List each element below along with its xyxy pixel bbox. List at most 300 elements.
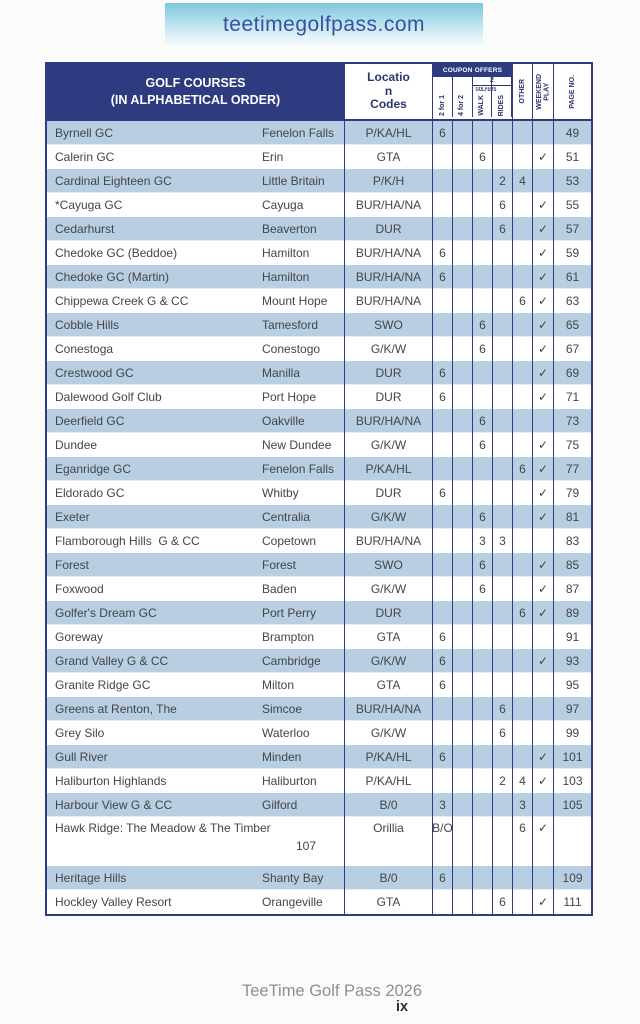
header-golfers-ride: RIDES bbox=[492, 77, 512, 117]
weekend-check: ✓ bbox=[533, 553, 554, 577]
course-name: Chedoke GC (Martin) bbox=[55, 270, 170, 284]
weekend-check bbox=[533, 866, 554, 890]
location-codes: BUR/HA/NA bbox=[345, 529, 433, 553]
location-codes: SWO bbox=[345, 313, 433, 337]
weekend-check: ✓ bbox=[533, 385, 554, 409]
location-codes: G/K/W bbox=[345, 433, 433, 457]
weekend-check: ✓ bbox=[533, 289, 554, 313]
weekend-check: ✓ bbox=[533, 145, 554, 169]
coupon-2for1-value bbox=[433, 553, 453, 577]
table-row bbox=[47, 529, 591, 553]
course-location: Port Perry bbox=[260, 601, 345, 625]
page-number: 59 bbox=[565, 246, 580, 260]
coupon-2for1-value: 6 bbox=[433, 361, 453, 385]
course-name: Dundee bbox=[55, 438, 98, 452]
coupon-4for2-value bbox=[453, 721, 473, 745]
other-value bbox=[513, 649, 533, 673]
weekend-check: ✓ bbox=[533, 457, 554, 481]
coupon-ride-value bbox=[493, 385, 513, 409]
table-row bbox=[47, 121, 591, 145]
coupon-2for1-value bbox=[433, 890, 453, 914]
other-value bbox=[513, 721, 533, 745]
coupon-subcolumns bbox=[433, 77, 512, 117]
coupon-ride-value: 2 bbox=[493, 169, 513, 193]
coupon-4for2-value bbox=[453, 793, 473, 817]
weekend-check: ✓ bbox=[533, 601, 554, 625]
weekend-check bbox=[533, 793, 554, 817]
course-location: New Dundee bbox=[260, 433, 345, 457]
location-codes: BUR/HA/NA bbox=[345, 241, 433, 265]
coupon-walk-value bbox=[473, 601, 493, 625]
coupon-ride-value bbox=[493, 625, 513, 649]
coupon-2for1-value: 6 bbox=[433, 673, 453, 697]
table-row bbox=[47, 793, 591, 817]
coupon-2for1-value: 6 bbox=[433, 649, 453, 673]
coupon-walk-value bbox=[473, 673, 493, 697]
course-name: Greens at Renton, The bbox=[55, 702, 177, 716]
course-name: Dalewood Golf Club bbox=[55, 390, 162, 404]
coupon-ride-value bbox=[493, 361, 513, 385]
coupon-4for2-value bbox=[453, 505, 473, 529]
coupon-ride-value bbox=[493, 313, 513, 337]
coupon-ride-value bbox=[493, 673, 513, 697]
course-name: Hawk Ridge: The Meadow & The Timber 107 bbox=[47, 817, 345, 866]
course-name: Flamborough Hills G & CC bbox=[55, 534, 200, 548]
course-location: Milton bbox=[260, 673, 345, 697]
other-value: 4 bbox=[513, 169, 533, 193]
weekend-check: ✓ bbox=[533, 337, 554, 361]
coupon-4for2-value bbox=[453, 409, 473, 433]
coupon-4for2-value bbox=[453, 649, 473, 673]
coupon-walk-value: 6 bbox=[473, 553, 493, 577]
table-row bbox=[47, 265, 591, 289]
location-codes: G/K/W bbox=[345, 337, 433, 361]
course-location: Cambridge bbox=[260, 649, 345, 673]
coupon-2for1-value: 3 bbox=[433, 793, 453, 817]
coupon-4for2-value bbox=[453, 169, 473, 193]
other-value bbox=[513, 529, 533, 553]
coupon-walk-value: 6 bbox=[473, 337, 493, 361]
other-value bbox=[513, 481, 533, 505]
coupon-offers-label: COUPON OFFERS bbox=[433, 64, 512, 77]
table-row bbox=[47, 649, 591, 673]
weekend-check bbox=[533, 673, 554, 697]
page-number: 111 bbox=[563, 895, 582, 909]
coupon-ride-value bbox=[493, 289, 513, 313]
page-number: 79 bbox=[565, 486, 580, 500]
header-location-codes: Locatio n Codes bbox=[345, 64, 433, 119]
table-row bbox=[47, 481, 591, 505]
course-location: Conestogo bbox=[260, 337, 345, 361]
coupon-2for1-value: B/O bbox=[433, 817, 453, 866]
header-4for2: 4 for 2 bbox=[453, 77, 473, 117]
other-value bbox=[513, 745, 533, 769]
course-name: Heritage Hills bbox=[55, 871, 127, 885]
location-codes: GTA bbox=[345, 890, 433, 914]
coupon-4for2-value bbox=[453, 697, 473, 721]
other-value bbox=[513, 121, 533, 145]
location-codes: P/KA/HL bbox=[345, 769, 433, 793]
course-name: Eldorado GC bbox=[55, 486, 125, 500]
location-codes: GTA bbox=[345, 145, 433, 169]
course-location: Whitby bbox=[260, 481, 345, 505]
coupon-walk-value bbox=[473, 193, 493, 217]
table-row bbox=[47, 745, 591, 769]
coupon-walk-value bbox=[473, 241, 493, 265]
weekend-check bbox=[533, 169, 554, 193]
coupon-4for2-value bbox=[453, 121, 473, 145]
page-number: 99 bbox=[565, 726, 580, 740]
page-number: 101 bbox=[562, 750, 583, 764]
course-name: Byrnell GC bbox=[55, 126, 114, 140]
coupon-4for2-value bbox=[453, 673, 473, 697]
footer-page-roman: ix bbox=[396, 999, 409, 1015]
table-row bbox=[47, 817, 591, 866]
coupon-2for1-value: 6 bbox=[433, 121, 453, 145]
coupon-4for2-value bbox=[453, 553, 473, 577]
page-number: 71 bbox=[565, 390, 580, 404]
course-name: Gull River bbox=[55, 750, 108, 764]
location-codes: GTA bbox=[345, 673, 433, 697]
coupon-ride-value bbox=[493, 241, 513, 265]
page-number: 95 bbox=[565, 678, 580, 692]
coupon-2for1-value: 6 bbox=[433, 265, 453, 289]
table-row bbox=[47, 169, 591, 193]
coupon-ride-value bbox=[493, 649, 513, 673]
course-location: Manilla bbox=[260, 361, 345, 385]
coupon-4for2-value bbox=[453, 457, 473, 481]
coupon-4for2-value bbox=[453, 866, 473, 890]
coupon-2for1-value bbox=[433, 601, 453, 625]
table-row bbox=[47, 697, 591, 721]
location-codes: DUR bbox=[345, 361, 433, 385]
coupon-4for2-value bbox=[453, 745, 473, 769]
page-number: 81 bbox=[565, 510, 580, 524]
page-number: 105 bbox=[562, 798, 583, 812]
coupon-walk-value bbox=[473, 769, 493, 793]
table-row bbox=[47, 409, 591, 433]
header-title-line2: (IN ALPHABETICAL ORDER) bbox=[110, 92, 281, 107]
location-codes: DUR bbox=[345, 217, 433, 241]
page-number: 109 bbox=[562, 871, 583, 885]
location-codes: G/K/W bbox=[345, 505, 433, 529]
page-number: 87 bbox=[565, 582, 580, 596]
coupon-walk-value bbox=[473, 217, 493, 241]
course-location: Copetown bbox=[260, 529, 345, 553]
coupon-2for1-value: 6 bbox=[433, 625, 453, 649]
coupon-2for1-value bbox=[433, 721, 453, 745]
coupon-walk-value bbox=[473, 890, 493, 914]
coupon-4for2-value bbox=[453, 625, 473, 649]
location-codes: DUR bbox=[345, 601, 433, 625]
page-number: 73 bbox=[565, 414, 580, 428]
other-value: 6 bbox=[513, 817, 533, 866]
page-number: 51 bbox=[565, 150, 580, 164]
other-value bbox=[513, 313, 533, 337]
page-number: 61 bbox=[565, 270, 580, 284]
coupon-walk-value: 6 bbox=[473, 313, 493, 337]
course-name: Chippewa Creek G & CC bbox=[55, 294, 189, 308]
coupon-ride-value bbox=[493, 577, 513, 601]
location-codes: BUR/HA/NA bbox=[345, 265, 433, 289]
coupon-ride-value bbox=[493, 505, 513, 529]
coupon-ride-value bbox=[493, 265, 513, 289]
location-codes: SWO bbox=[345, 553, 433, 577]
coupon-4for2-value bbox=[453, 529, 473, 553]
page-number: 53 bbox=[565, 174, 580, 188]
table-row bbox=[47, 337, 591, 361]
page-number: 75 bbox=[565, 438, 580, 452]
course-location: Port Hope bbox=[260, 385, 345, 409]
coupon-4for2-value bbox=[453, 313, 473, 337]
location-codes: G/K/W bbox=[345, 649, 433, 673]
course-location: Mount Hope bbox=[260, 289, 345, 313]
coupon-ride-value: 6 bbox=[493, 890, 513, 914]
table-row bbox=[47, 625, 591, 649]
coupon-walk-value: 6 bbox=[473, 145, 493, 169]
location-codes: BUR/HA/NA bbox=[345, 409, 433, 433]
page-number: 103 bbox=[562, 774, 583, 788]
weekend-check: ✓ bbox=[533, 361, 554, 385]
weekend-check: ✓ bbox=[533, 193, 554, 217]
location-codes: DUR bbox=[345, 481, 433, 505]
table-row bbox=[47, 433, 591, 457]
coupon-ride-value bbox=[493, 121, 513, 145]
coupon-walk-value: 6 bbox=[473, 505, 493, 529]
page-number: 77 bbox=[565, 462, 580, 476]
course-location: Haliburton bbox=[260, 769, 345, 793]
course-name: Granite Ridge GC bbox=[55, 678, 151, 692]
course-name: Conestoga bbox=[55, 342, 114, 356]
other-value bbox=[513, 337, 533, 361]
course-name: Cardinal Eighteen GC bbox=[55, 174, 172, 188]
coupon-4for2-value bbox=[453, 337, 473, 361]
coupon-4for2-value bbox=[453, 385, 473, 409]
other-value: 3 bbox=[513, 793, 533, 817]
course-location: Brampton bbox=[260, 625, 345, 649]
location-codes: BUR/HA/NA bbox=[345, 289, 433, 313]
other-value bbox=[513, 145, 533, 169]
footer-title: TeeTime Golf Pass 2026 bbox=[241, 982, 423, 1000]
coupon-4for2-value bbox=[453, 769, 473, 793]
coupon-4for2-value bbox=[453, 217, 473, 241]
course-location: Erin bbox=[260, 145, 345, 169]
coupon-2for1-value bbox=[433, 409, 453, 433]
weekend-check: ✓ bbox=[533, 505, 554, 529]
location-codes: P/K/H bbox=[345, 169, 433, 193]
table-row bbox=[47, 193, 591, 217]
weekend-check: ✓ bbox=[533, 433, 554, 457]
coupon-walk-value bbox=[473, 457, 493, 481]
header-2for1: 2 for 1 bbox=[433, 77, 453, 117]
course-name: Goreway bbox=[55, 630, 104, 644]
table-row bbox=[47, 866, 591, 890]
golf-courses-table bbox=[45, 62, 593, 916]
page-number: 89 bbox=[565, 606, 580, 620]
other-value: 6 bbox=[513, 601, 533, 625]
coupon-ride-value bbox=[493, 409, 513, 433]
weekend-check: ✓ bbox=[533, 745, 554, 769]
coupon-walk-value: 6 bbox=[473, 433, 493, 457]
coupon-ride-value bbox=[493, 145, 513, 169]
table-row bbox=[47, 601, 591, 625]
course-name: Forest bbox=[55, 558, 90, 572]
table-row bbox=[47, 553, 591, 577]
page-number: 83 bbox=[565, 534, 580, 548]
page-number: 93 bbox=[565, 654, 580, 668]
page-number: 85 bbox=[565, 558, 580, 572]
coupon-2for1-value: 6 bbox=[433, 241, 453, 265]
course-location: Orangeville bbox=[260, 890, 345, 914]
location-codes: P/KA/HL bbox=[345, 121, 433, 145]
course-name: *Cayuga GC bbox=[55, 198, 123, 212]
header-golfers-walk: WALK bbox=[473, 77, 493, 117]
coupon-ride-value bbox=[493, 866, 513, 890]
coupon-ride-value bbox=[493, 601, 513, 625]
page-number bbox=[554, 817, 591, 866]
weekend-check bbox=[533, 409, 554, 433]
page-number: 65 bbox=[565, 318, 580, 332]
coupon-ride-value bbox=[493, 553, 513, 577]
coupon-2for1-value bbox=[433, 289, 453, 313]
course-name: Calerin GC bbox=[55, 150, 115, 164]
course-name: Grey Silo bbox=[55, 726, 105, 740]
page-number: 67 bbox=[565, 342, 580, 356]
location-codes: GTA bbox=[345, 625, 433, 649]
coupon-2for1-value bbox=[433, 433, 453, 457]
course-location: Little Britain bbox=[260, 169, 345, 193]
other-value: 4 bbox=[513, 769, 533, 793]
weekend-check: ✓ bbox=[533, 313, 554, 337]
other-value bbox=[513, 866, 533, 890]
other-value bbox=[513, 890, 533, 914]
weekend-check bbox=[533, 625, 554, 649]
location-codes: G/K/W bbox=[345, 577, 433, 601]
course-location: Simcoe bbox=[260, 697, 345, 721]
header-other: OTHER bbox=[513, 64, 533, 119]
other-value bbox=[513, 433, 533, 457]
coupon-2for1-value bbox=[433, 169, 453, 193]
page-number: 63 bbox=[565, 294, 580, 308]
coupon-walk-value bbox=[473, 793, 493, 817]
coupon-2for1-value: 6 bbox=[433, 385, 453, 409]
course-location: Centralia bbox=[260, 505, 345, 529]
coupon-ride-value bbox=[493, 457, 513, 481]
weekend-check: ✓ bbox=[533, 577, 554, 601]
coupon-2for1-value bbox=[433, 505, 453, 529]
other-value bbox=[513, 361, 533, 385]
course-name: Foxwood bbox=[55, 582, 104, 596]
weekend-check bbox=[533, 721, 554, 745]
coupon-walk-value bbox=[473, 721, 493, 745]
coupon-walk-value bbox=[473, 817, 493, 866]
location-codes: BUR/HA/NA bbox=[345, 697, 433, 721]
table-row bbox=[47, 313, 591, 337]
location-codes: P/KA/HL bbox=[345, 457, 433, 481]
table-row bbox=[47, 241, 591, 265]
table-row bbox=[47, 721, 591, 745]
coupon-walk-value bbox=[473, 169, 493, 193]
coupon-2for1-value bbox=[433, 577, 453, 601]
location-codes: B/0 bbox=[345, 866, 433, 890]
weekend-check bbox=[533, 697, 554, 721]
other-value bbox=[513, 577, 533, 601]
coupon-walk-value: 6 bbox=[473, 409, 493, 433]
coupon-ride-value: 6 bbox=[493, 217, 513, 241]
coupon-walk-value bbox=[473, 121, 493, 145]
other-value bbox=[513, 409, 533, 433]
course-name: Grand Valley G & CC bbox=[55, 654, 169, 668]
coupon-4for2-value bbox=[453, 361, 473, 385]
table-header bbox=[47, 64, 591, 121]
table-row bbox=[47, 505, 591, 529]
header-title-line1: GOLF COURSES bbox=[145, 76, 246, 91]
header-coupon-offers-group bbox=[433, 64, 513, 119]
coupon-ride-value bbox=[493, 793, 513, 817]
weekend-check bbox=[533, 121, 554, 145]
other-value: 6 bbox=[513, 457, 533, 481]
coupon-4for2-value bbox=[453, 193, 473, 217]
course-location: Cayuga bbox=[260, 193, 345, 217]
coupon-2for1-value: 6 bbox=[433, 866, 453, 890]
table-row bbox=[47, 385, 591, 409]
coupon-4for2-value bbox=[453, 601, 473, 625]
weekend-check: ✓ bbox=[533, 649, 554, 673]
header-golf-courses bbox=[47, 64, 345, 119]
table-row bbox=[47, 769, 591, 793]
course-name: Chedoke GC (Beddoe) bbox=[55, 246, 178, 260]
table-row bbox=[47, 361, 591, 385]
coupon-walk-value bbox=[473, 385, 493, 409]
coupon-walk-value: 6 bbox=[473, 577, 493, 601]
coupon-walk-value bbox=[473, 481, 493, 505]
weekend-check: ✓ bbox=[533, 481, 554, 505]
coupon-2for1-value bbox=[433, 697, 453, 721]
coupon-walk-value bbox=[473, 697, 493, 721]
coupon-ride-value: 6 bbox=[493, 697, 513, 721]
page-number: 91 bbox=[565, 630, 580, 644]
course-name: Eganridge GC bbox=[55, 462, 132, 476]
other-value: 6 bbox=[513, 289, 533, 313]
course-name: Deerfield GC bbox=[55, 414, 125, 428]
other-value bbox=[513, 217, 533, 241]
coupon-4for2-value bbox=[453, 577, 473, 601]
table-body bbox=[47, 121, 591, 914]
coupon-walk-value bbox=[473, 866, 493, 890]
page-number: 55 bbox=[565, 198, 580, 212]
coupon-ride-value: 2 bbox=[493, 769, 513, 793]
course-location: Oakville bbox=[260, 409, 345, 433]
coupon-2for1-value bbox=[433, 193, 453, 217]
coupon-ride-value bbox=[493, 337, 513, 361]
header-2-golfers-sup: 2 bbox=[473, 77, 511, 86]
weekend-check: ✓ bbox=[533, 890, 554, 914]
coupon-2for1-value bbox=[433, 457, 453, 481]
course-location: Gilford bbox=[260, 793, 345, 817]
coupon-ride-value: 3 bbox=[493, 529, 513, 553]
coupon-ride-value bbox=[493, 745, 513, 769]
course-name: Exeter bbox=[55, 510, 90, 524]
coupon-2for1-value bbox=[433, 529, 453, 553]
other-value bbox=[513, 673, 533, 697]
course-name: Hockley Valley Resort bbox=[55, 895, 172, 909]
course-location: Hamilton bbox=[260, 265, 345, 289]
coupon-2for1-value bbox=[433, 337, 453, 361]
other-value bbox=[513, 505, 533, 529]
coupon-4for2-value bbox=[453, 289, 473, 313]
course-name: Harbour View G & CC bbox=[55, 798, 173, 812]
coupon-walk-value: 3 bbox=[473, 529, 493, 553]
